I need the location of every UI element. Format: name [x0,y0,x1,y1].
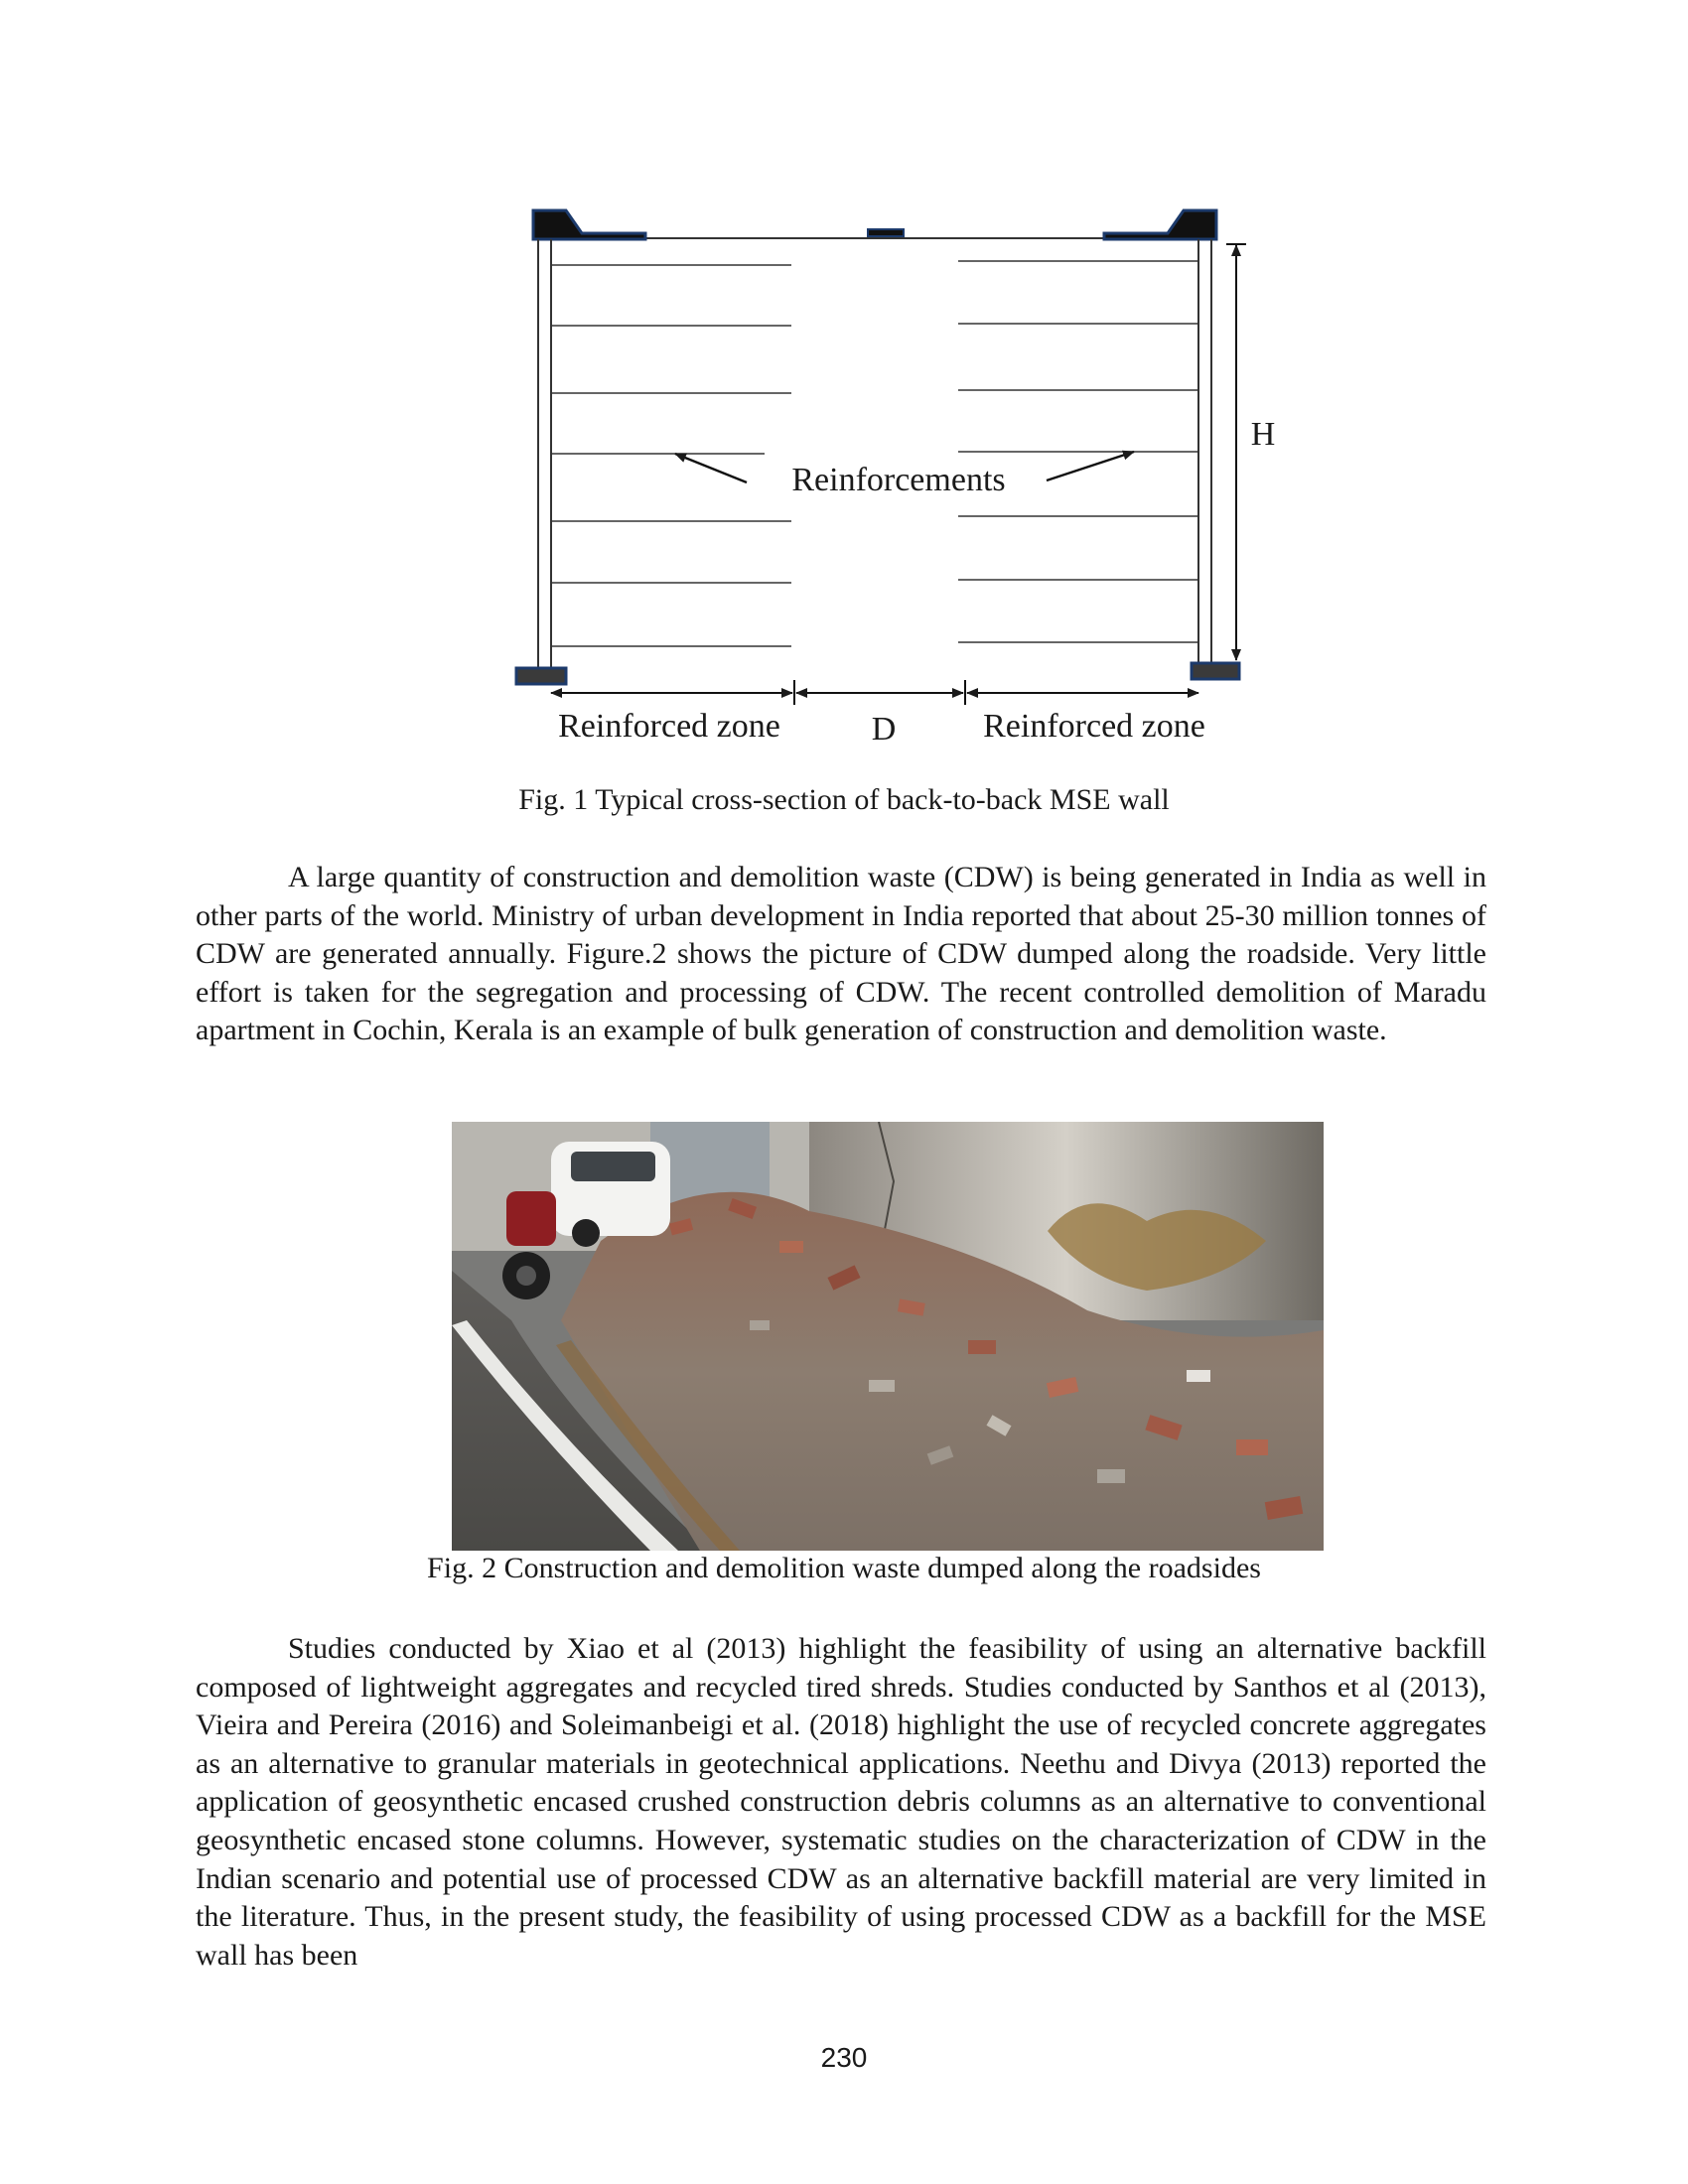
page-number: 230 [820,2042,868,2073]
paragraph-2 [196,1630,1486,1975]
left-leveling-pad [516,668,566,684]
mse-wall-cross-section [496,194,1291,759]
right-reinforcements [958,261,1198,642]
figure-1-caption: Fig. 1 Typical cross-section of back-to-back MSE wall [518,783,1170,816]
paragraph-1-text: A large quantity of construction and demolition waste (CDW) is being generated in India as well in other parts of the world. Ministry of urban development in India reported that about 25-30 million tonnes of CDW are generated annually. Figure.2 shows the picture of CDW dumped along the roadside. Very little effort is taken for the segregation and processing of CDW. The recent controlled demolition of Maradu apartment in Cochin, Kerala is an example of bulk generation of construction and demolition waste. [196,861,1486,1047]
left-coping [533,210,645,239]
reinforced-zone-left-label: Reinforced zone [558,708,780,745]
reinforcement-arrow-right [1047,452,1134,480]
figure-2-photo [452,1122,1324,1551]
figure-1-diagram [496,194,1291,759]
parked-car [551,1142,670,1247]
paragraph-2-text: Studies conducted by Xiao et al (2013) highlight the feasibility of using an alternative backfill composed of lightweight aggregates and recycled tired shreds. Studies conducted by Santhos et al (2013), Vieira and Pereira (2016) and Soleimanbeigi et al. (2018) highlight the use of recycled concrete aggregates as an alternative to granular materials in geotechnical applications. Neethu and Divya (2013) reported the application of geosynthetic encased crushed construction debris columns as an alternative to conventional geosynthetic encased stone columns. However, systematic studies on the characterization of CDW in the Indian scenario and potential use of processed CDW as an alternative backfill material are very limited in the literature. Thus, in the present study, the feasibility of using processed CDW as a backfill for the MSE wall has been [196,1632,1486,1972]
right-leveling-pad [1192,663,1239,679]
distance-label: D [871,711,897,748]
height-label: H [1250,416,1276,453]
right-coping [1104,210,1216,239]
figure-2-caption: Fig. 2 Construction and demolition waste dumped along the roadsides [427,1552,1261,1584]
center-marker [868,229,904,236]
reinforcement-arrow-left [675,454,747,482]
reinforced-zone-right-label: Reinforced zone [983,708,1205,745]
cdw-roadside-photo [452,1122,1324,1551]
paragraph-1 [196,859,1486,1050]
reinforcements-label: Reinforcements [791,462,1006,498]
left-reinforcements [551,265,791,646]
